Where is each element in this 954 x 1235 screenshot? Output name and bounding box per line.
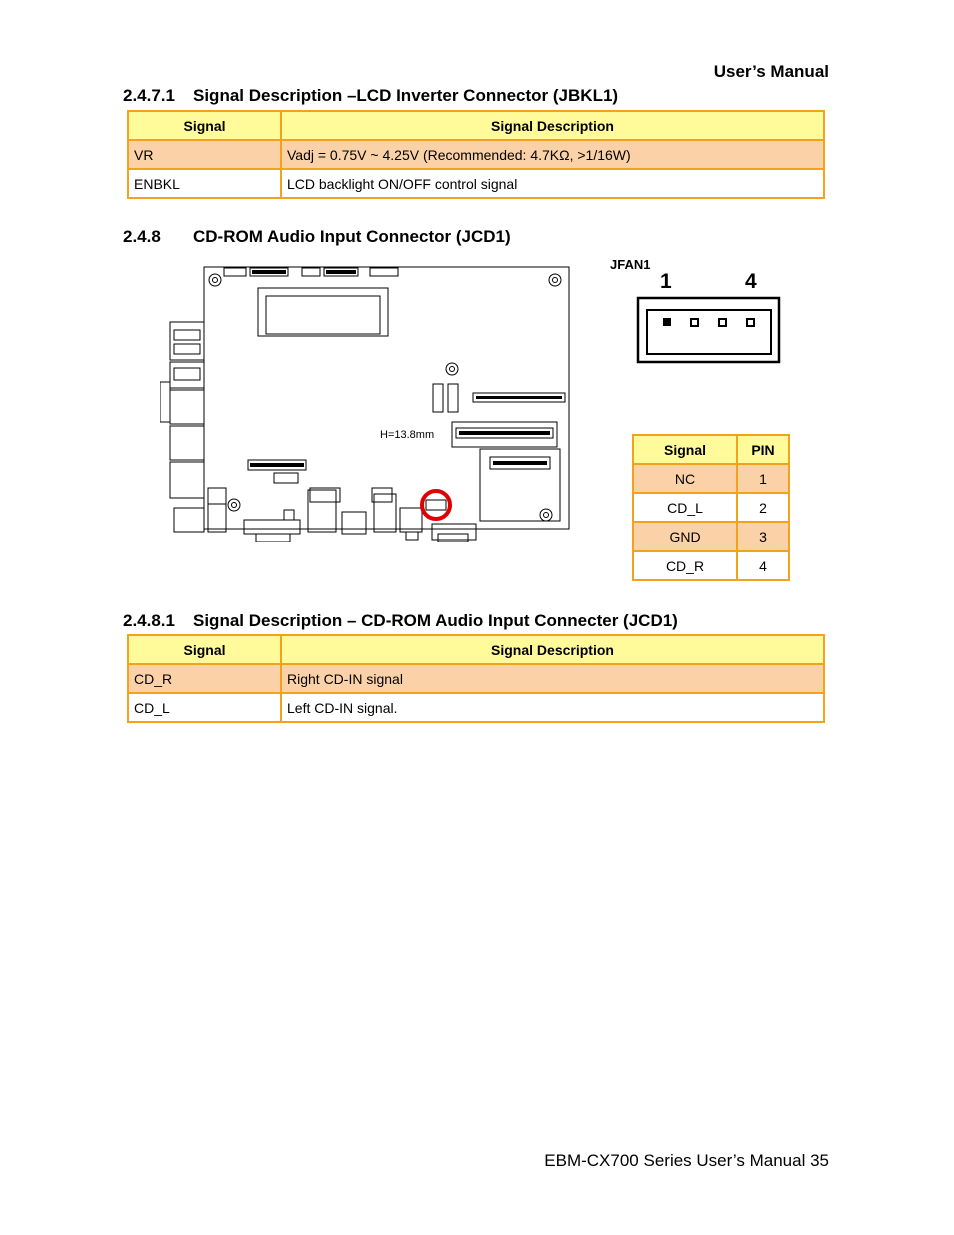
pin-2 [691, 319, 698, 326]
signal-cell: CD_R [128, 664, 281, 693]
signal-cell: CD_L [128, 693, 281, 722]
column-header: Signal [128, 635, 281, 664]
section-title: Signal Description –LCD Inverter Connector (JBKL1) [193, 86, 619, 105]
pin-label-last: 4 [745, 270, 757, 293]
table-row [128, 169, 824, 198]
signal-cell: GND [633, 522, 737, 551]
motherboard-diagram [160, 262, 580, 542]
column-header: Signal [633, 435, 737, 464]
section-heading-jbkl1 [123, 86, 618, 106]
connector-name: JFAN1 [610, 257, 651, 272]
table-row [633, 464, 789, 493]
jbkl1-signal-table [127, 110, 825, 199]
pin-cell: 3 [737, 522, 789, 551]
signal-cell: NC [633, 464, 737, 493]
table-row [128, 664, 824, 693]
table-header-row [633, 435, 789, 464]
pin-4 [747, 319, 754, 326]
table-row [128, 140, 824, 169]
section-heading-jcd1 [123, 227, 511, 247]
connector-diagram [636, 296, 782, 366]
pin-label-first: 1 [660, 270, 672, 293]
signal-cell: ENBKL [128, 169, 281, 198]
table-header-row [128, 635, 824, 664]
section-title: CD-ROM Audio Input Connector (JCD1) [193, 227, 511, 246]
pin-cell: 1 [737, 464, 789, 493]
board-height-label: H=13.8mm [380, 429, 435, 441]
section-number: 2.4.8 [123, 227, 161, 246]
column-header: Signal Description [281, 111, 824, 140]
pin-cell: 4 [737, 551, 789, 580]
description-cell: Right CD-IN signal [281, 664, 824, 693]
column-header: Signal [128, 111, 281, 140]
table-header-row [128, 111, 824, 140]
section-heading-jcd1-signals [123, 611, 678, 631]
section-number: 2.4.8.1 [123, 611, 175, 630]
description-cell: Vadj = 0.75V ~ 4.25V (Recommended: 4.7KΩ, >1/16W) [281, 140, 824, 169]
pin-cell: 2 [737, 493, 789, 522]
table-row [633, 551, 789, 580]
page-footer: EBM-CX700 Series User’s Manual 35 [544, 1151, 829, 1170]
description-cell: LCD backlight ON/OFF control signal [281, 169, 824, 198]
column-header: Signal Description [281, 635, 824, 664]
column-header: PIN [737, 435, 789, 464]
section-title: Signal Description – CD-ROM Audio Input Connecter (JCD1) [193, 611, 678, 630]
signal-cell: CD_L [633, 493, 737, 522]
pin-1 [663, 318, 671, 326]
table-row [633, 493, 789, 522]
running-header: User’s Manual [713, 62, 829, 81]
table-row [633, 522, 789, 551]
description-cell: Left CD-IN signal. [281, 693, 824, 722]
pin-3 [719, 319, 726, 326]
signal-cell: VR [128, 140, 281, 169]
section-number: 2.4.7.1 [123, 86, 175, 105]
jcd1-pin-table [632, 434, 790, 581]
signal-cell: CD_R [633, 551, 737, 580]
jcd1-signal-table [127, 634, 825, 723]
table-row [128, 693, 824, 722]
